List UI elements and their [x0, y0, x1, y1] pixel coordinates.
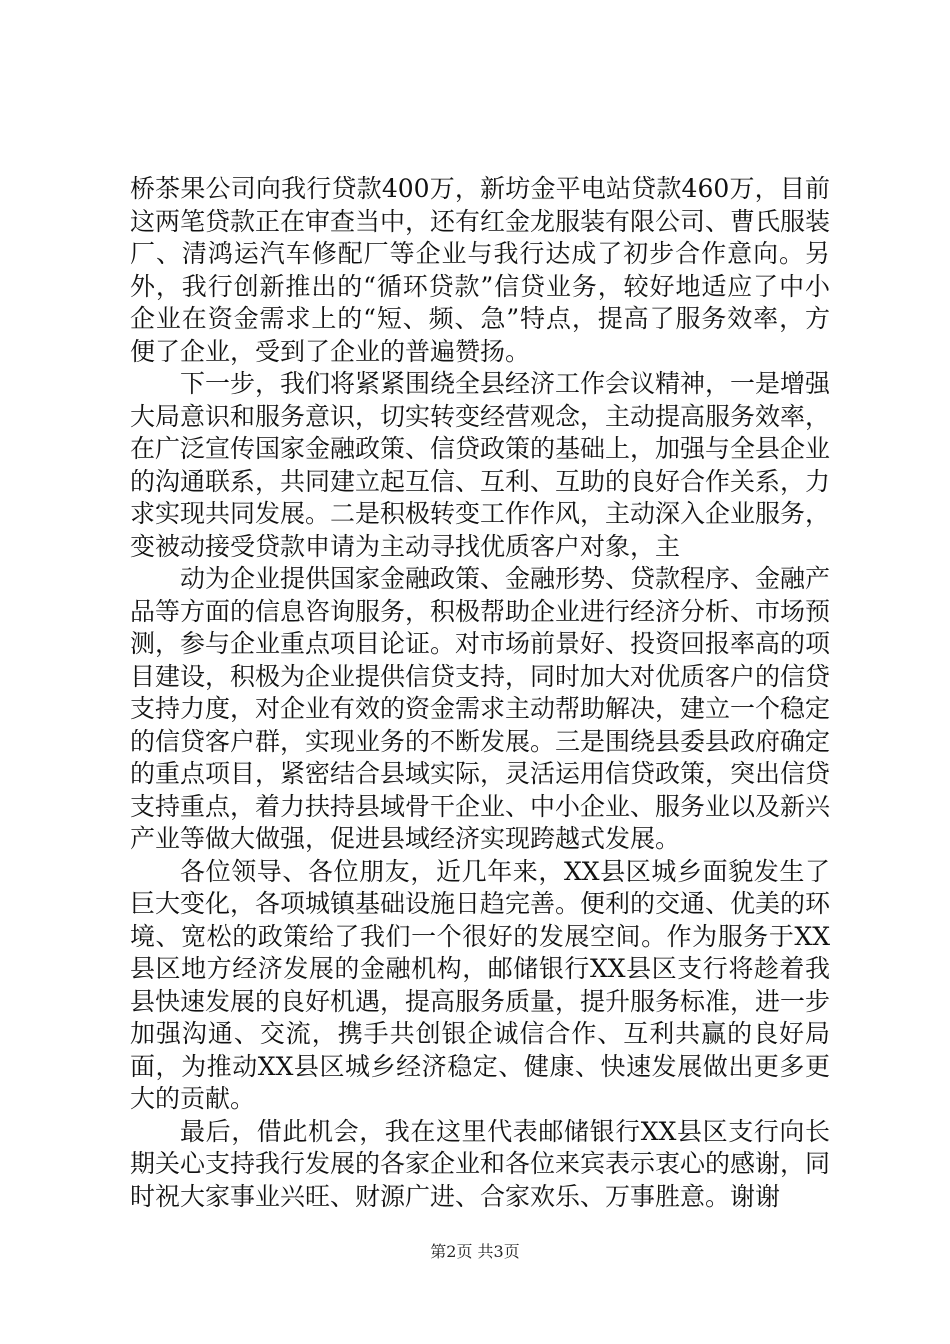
- page-number-footer: 第2页 共3页: [430, 1242, 520, 1261]
- document-body: [130, 173, 830, 1213]
- paragraph-1: 桥茶果公司向我行贷款400万，新坊金平电站贷款460万，目前这两笔贷款正在审查当中，还有红金龙服装有限公司、曹氏服装厂、清鸿运汽车修配厂等企业与我行达成了初步合作意向。另外，我行创新推出的“循环贷款”信贷业务，较好地适应了中小企业在资金需求上的“短、频、急”特点，提高了服务效率，方便了企业，受到了企业的普遍赞扬。: [130, 174, 831, 366]
- paragraph-2: 下一步，我们将紧紧围绕全县经济工作会议精神，一是增强大局意识和服务意识，切实转变经营观念，主动提高服务效率，在广泛宣传国家金融政策、信贷政策的基础上，加强与全县企业的沟通联系，共同建立起互信、互利、互助的良好合作关系，力求实现共同发展。二是积极转变工作作风，主动深入企业服务，变被动接受贷款申请为主动寻找优质客户对象，主: [130, 369, 831, 561]
- paragraph-3: 动为企业提供国家金融政策、金融形势、贷款程序、金融产品等方面的信息咨询服务，积极帮助企业进行经济分析、市场预测，参与企业重点项目论证。对市场前景好、投资回报率高的项目建设，积极为企业提供信贷支持，同时加大对优质客户的信贷支持力度，对企业有效的资金需求主动帮助解决，建立一个稳定的信贷客户群，实现业务的不断发展。三是围绕县委县政府确定的重点项目，紧密结合县域实际，灵活运用信贷政策，突出信贷支持重点，着力扶持县域骨干企业、中小企业、服务业以及新兴产业等做大做强，促进县域经济实现跨越式发展。: [130, 564, 831, 853]
- paragraph-4: 各位领导、各位朋友，近几年来，XX县区城乡面貌发生了巨大变化，各项城镇基础设施日趋完善。便利的交通、优美的环境、宽松的政策给了我们一个很好的发展空间。作为服务于XX县区地方经济发展的金融机构，邮储银行XX县区支行将趁着我县快速发展的良好机遇，提高服务质量，提升服务标准，进一步加强沟通、交流，携手共创银企诚信合作、互利共赢的良好局面，为推动XX县区城乡经济稳定、健康、快速发展做出更多更大的贡献。: [130, 856, 831, 1113]
- paragraph-5: 最后，借此机会，我在这里代表邮储银行XX县区支行向长期关心支持我行发展的各家企业和各位来宾表示衷心的感谢，同时祝大家事业兴旺、财源广进、合家欢乐、万事胜意。谢谢: [130, 1116, 831, 1211]
